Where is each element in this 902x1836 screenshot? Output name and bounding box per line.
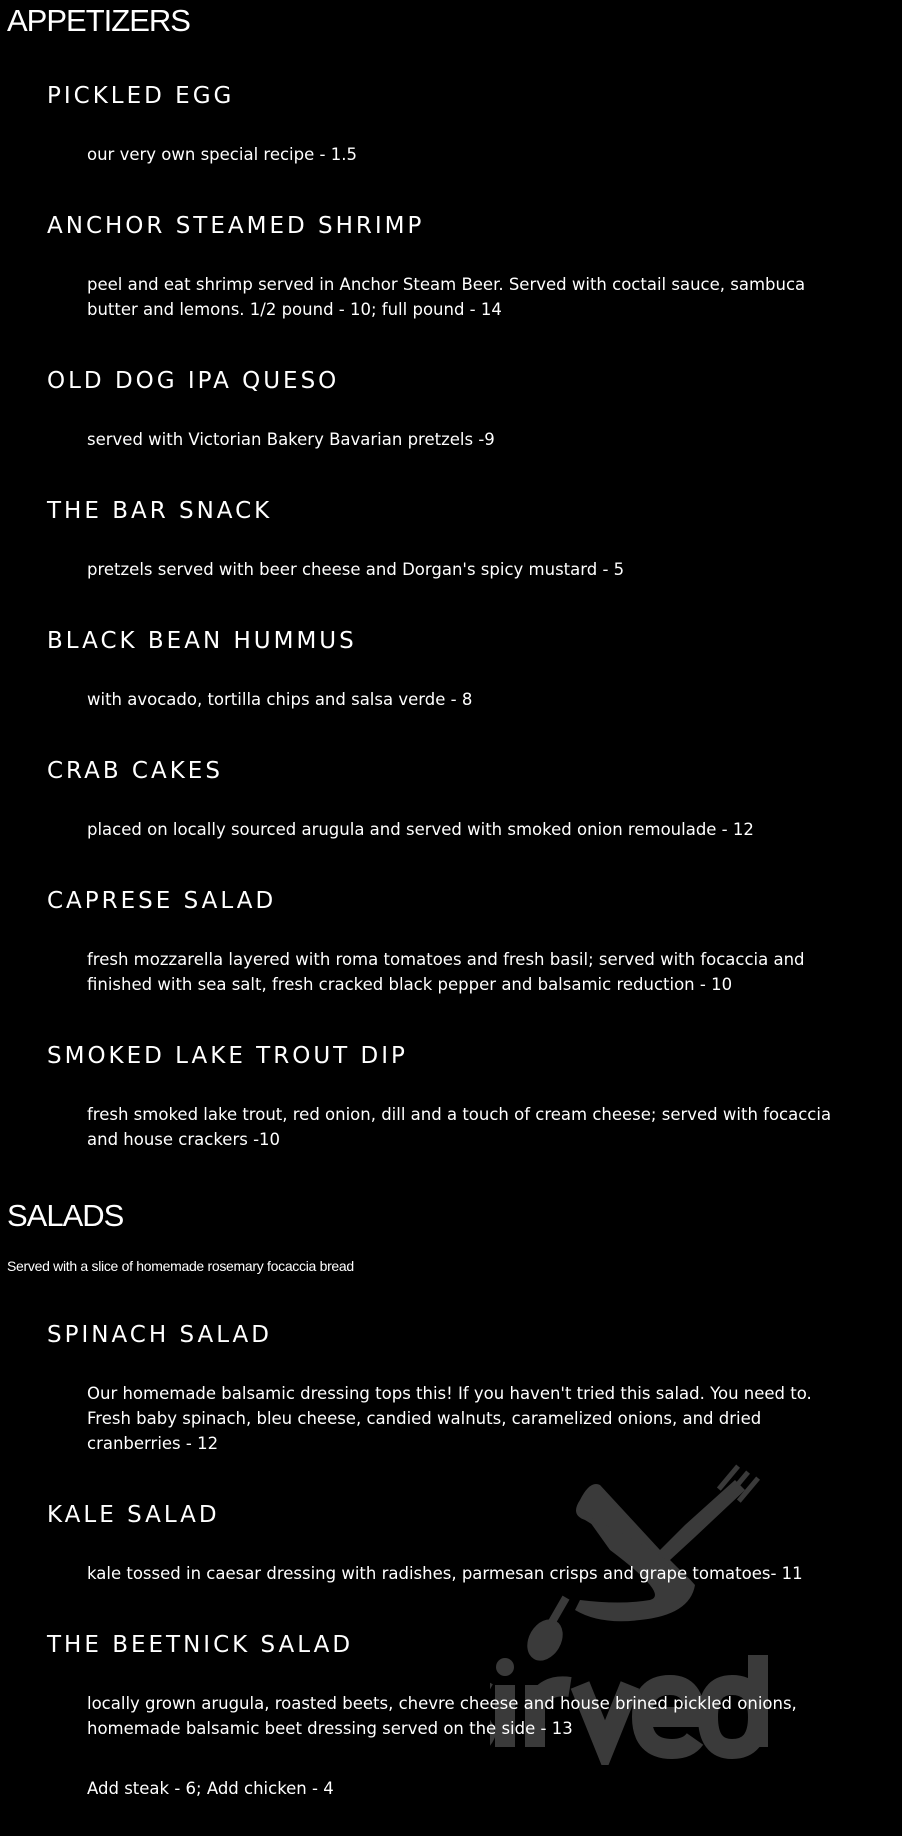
- item-description: fresh mozzarella layered with roma tomatoes and fresh basil; served with focaccia and finished with sea salt, fresh cracked black pepper and balsamic reduction - 10: [87, 950, 805, 994]
- item-title: KALE SALAD: [47, 1502, 220, 1528]
- menu-item: [47, 1320, 902, 1456]
- menu-item: [47, 886, 902, 997]
- item-description: Our homemade balsamic dressing tops this! If you haven't tried this salad. You need to. Fresh baby spinach, bleu cheese, candied walnuts, caramelized onions, and dried cranberries - 12: [87, 1384, 812, 1453]
- item-title: SMOKED LAKE TROUT DIP: [47, 1043, 408, 1069]
- item-description: kale tossed in caesar dressing with radishes, parmesan crisps and grape tomatoes- 11: [87, 1564, 803, 1583]
- section-note-salads: Served with a slice of homemade rosemary focaccia bread: [7, 1258, 354, 1274]
- item-description: our very own special recipe - 1.5: [87, 145, 357, 164]
- item-description: with avocado, tortilla chips and salsa verde - 8: [87, 690, 473, 709]
- item-description: locally grown arugula, roasted beets, chevre cheese and house brined pickled onions, homemade balsamic beet dressing served on the side - 13: [87, 1694, 797, 1738]
- menu-item: [47, 756, 902, 842]
- menu-item: [47, 211, 902, 322]
- item-title: PICKLED EGG: [47, 83, 235, 109]
- item-title: CAPRESE SALAD: [47, 888, 277, 914]
- item-title: THE BEETNICK SALAD: [47, 1632, 354, 1658]
- menu-item: [47, 81, 902, 167]
- item-title: THE BAR SNACK: [47, 498, 273, 524]
- item-description: fresh smoked lake trout, red onion, dill and a touch of cream cheese; served with focaccia and house crackers -10: [87, 1105, 832, 1149]
- item-add-ons: Add steak - 6; Add chicken - 4: [87, 1779, 334, 1798]
- item-title: SPINACH SALAD: [47, 1322, 272, 1348]
- item-description: served with Victorian Bakery Bavarian pretzels -9: [87, 430, 495, 449]
- menu-item: [47, 1630, 902, 1801]
- item-description: peel and eat shrimp served in Anchor Steam Beer. Served with coctail sauce, sambuca butter and lemons. 1/2 pound - 10; full pound - 14: [87, 275, 806, 319]
- item-title: CRAB CAKES: [47, 758, 223, 784]
- item-description: pretzels served with beer cheese and Dorgan's spicy mustard - 5: [87, 560, 625, 579]
- menu-item: [47, 626, 902, 712]
- section-title-salads: SALADS: [7, 1198, 124, 1233]
- item-title: OLD DOG IPA QUESO: [47, 368, 340, 394]
- menu-item: [47, 1041, 902, 1152]
- menu-item: [47, 1500, 902, 1586]
- section-title-appetizers: APPETIZERS: [7, 3, 190, 38]
- menu-item: [47, 496, 902, 582]
- item-title: ANCHOR STEAMED SHRIMP: [47, 213, 425, 239]
- menu-item: [47, 366, 902, 452]
- item-description: placed on locally sourced arugula and served with smoked onion remoulade - 12: [87, 820, 754, 839]
- item-title: BLACK BEAN HUMMUS: [47, 628, 357, 654]
